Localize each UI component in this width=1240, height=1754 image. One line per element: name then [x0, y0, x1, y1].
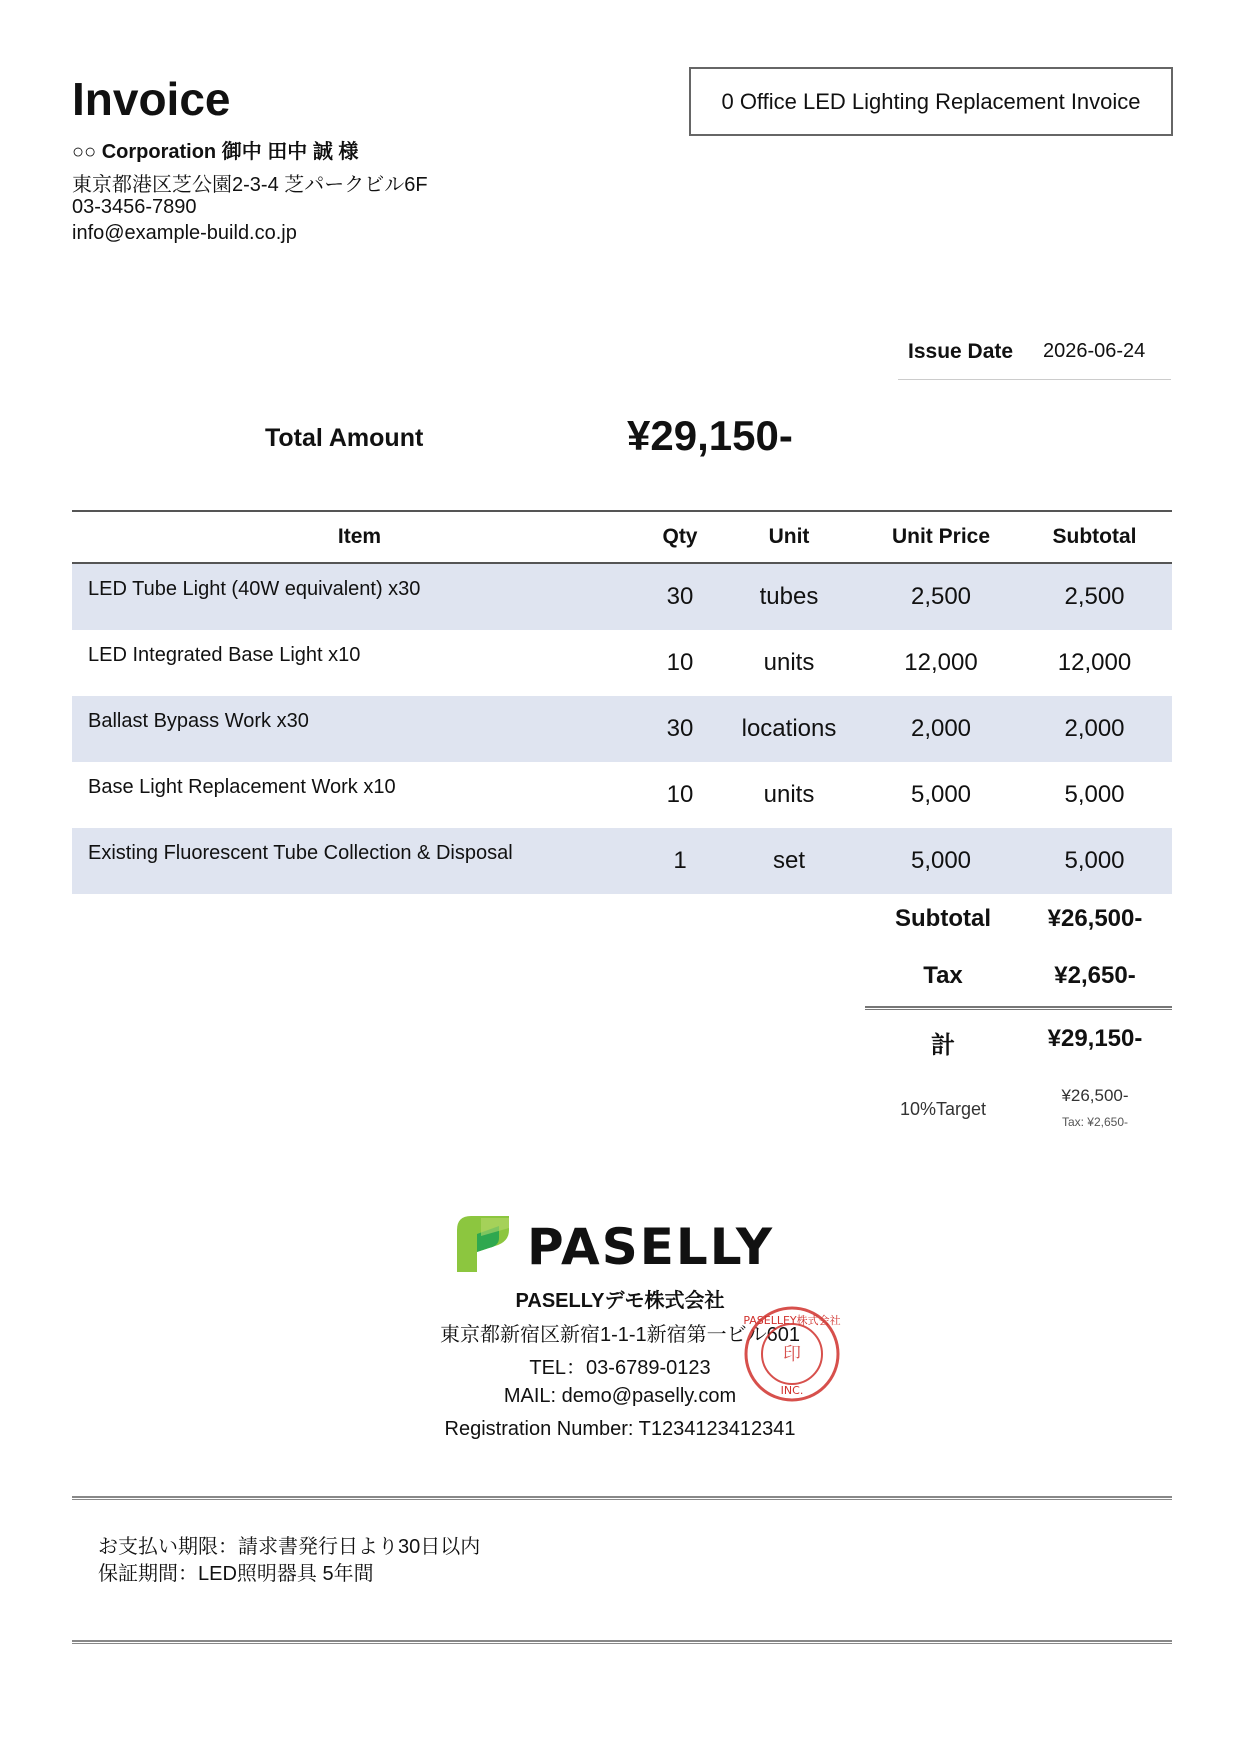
summary-tax-label: Tax	[923, 962, 963, 989]
company-seal	[742, 1304, 842, 1404]
row-unit-price: 12,000	[904, 649, 978, 676]
row-subtotal: 2,500	[1017, 563, 1172, 630]
table-row	[72, 563, 1172, 630]
row-unit: set	[713, 828, 865, 894]
issuer-address: 東京都新宿区新宿1-1-1新宿第一ビル601	[439, 1324, 801, 1346]
svg-text:印: 印	[783, 1344, 801, 1365]
client-name: ○○ Corporation 御中 田中 誠 様	[72, 141, 359, 163]
notes-bottom-divider	[72, 1640, 1172, 1644]
row-unit: tubes	[713, 563, 865, 630]
row-item: Ballast Bypass Work x30	[72, 696, 647, 762]
paselly-logo-icon	[455, 1212, 785, 1276]
row-unit-price: 2,000	[865, 696, 1017, 762]
row-item: LED Integrated Base Light x10	[88, 644, 361, 666]
issuer-tel: TEL：03-6789-0123	[529, 1357, 711, 1379]
client-email: info@example-build.co.jp	[72, 222, 297, 244]
header-item: Item	[72, 511, 647, 563]
line-items-table	[72, 510, 1172, 894]
summary-divider	[865, 1006, 1172, 1010]
subject-box	[689, 67, 1173, 136]
issue-date-label: Issue Date	[908, 340, 1014, 363]
row-unit-price: 5,000	[910, 781, 972, 808]
header-subtotal: Subtotal	[1017, 511, 1172, 563]
summary-subtotal-value: ¥26,500-	[1047, 905, 1143, 932]
paselly-logo	[455, 1212, 785, 1276]
row-unit-price: 2,500	[865, 563, 1017, 630]
tax-rate-base: ¥26,500-	[1061, 1086, 1129, 1105]
row-qty: 10	[666, 781, 694, 808]
notes-top-divider	[72, 1496, 1172, 1500]
row-item: LED Tube Light (40W equivalent) x30	[72, 563, 647, 630]
row-unit: units	[763, 649, 815, 676]
logo-wordmark: PASELLY	[527, 1218, 775, 1276]
issuer-company: PASELLYデモ株式会社	[515, 1290, 725, 1312]
svg-text:INC.: INC.	[780, 1384, 804, 1397]
header-unit: Unit	[713, 511, 865, 563]
table-header-row	[72, 511, 1172, 563]
row-subtotal: 12,000	[1057, 649, 1132, 676]
summary-total-value: ¥29,150-	[1047, 1025, 1143, 1052]
row-qty: 1	[647, 828, 713, 894]
header-qty: Qty	[647, 511, 713, 563]
row-subtotal: 2,000	[1017, 696, 1172, 762]
subject-text: 0 Office LED Lighting Replacement Invoice	[721, 88, 1141, 114]
issue-date-value: 2026-06-24	[1043, 340, 1146, 362]
row-unit-price: 5,000	[865, 828, 1017, 894]
row-item: Existing Fluorescent Tube Collection & Disposal	[72, 828, 647, 894]
total-amount-label: Total Amount	[265, 424, 424, 452]
row-unit: units	[763, 781, 815, 808]
summary-total-label: 計	[931, 1032, 955, 1059]
svg-text:PASELLEY株式会社: PASELLEY株式会社	[743, 1314, 841, 1327]
client-address: 東京都港区芝公園2-3-4 芝パークビル6F	[72, 174, 428, 196]
company-seal-icon	[742, 1304, 842, 1404]
row-unit: locations	[713, 696, 865, 762]
client-phone: 03-3456-7890	[72, 196, 197, 218]
row-subtotal: 5,000	[1064, 781, 1125, 808]
row-qty: 30	[647, 563, 713, 630]
payment-terms: お支払い期限：請求書発行日より30日以内	[98, 1536, 481, 1558]
issuer-mail: MAIL: demo@paselly.com	[503, 1385, 737, 1407]
summary-subtotal-label: Subtotal	[895, 905, 991, 932]
issue-date-divider	[898, 379, 1171, 380]
total-amount-value: ¥29,150-	[627, 412, 793, 459]
row-qty: 10	[666, 649, 694, 676]
row-item: Base Light Replacement Work x10	[88, 776, 396, 798]
table-row	[72, 630, 1172, 696]
document-title: Invoice	[72, 73, 231, 125]
table-row	[72, 828, 1172, 894]
tax-rate-tax: Tax: ¥2,650-	[1061, 1115, 1129, 1129]
table-row	[72, 762, 1172, 828]
issuer-registration: Registration Number: T1234123412341	[444, 1418, 796, 1440]
row-subtotal: 5,000	[1017, 828, 1172, 894]
tax-rate-label: 10%Target	[899, 1099, 987, 1119]
summary-tax-value: ¥2,650-	[1054, 962, 1136, 989]
table-row	[72, 696, 1172, 762]
row-qty: 30	[647, 696, 713, 762]
warranty-terms: 保証期間：LED照明器具 5年間	[98, 1563, 374, 1585]
header-unit-price: Unit Price	[865, 511, 1017, 563]
